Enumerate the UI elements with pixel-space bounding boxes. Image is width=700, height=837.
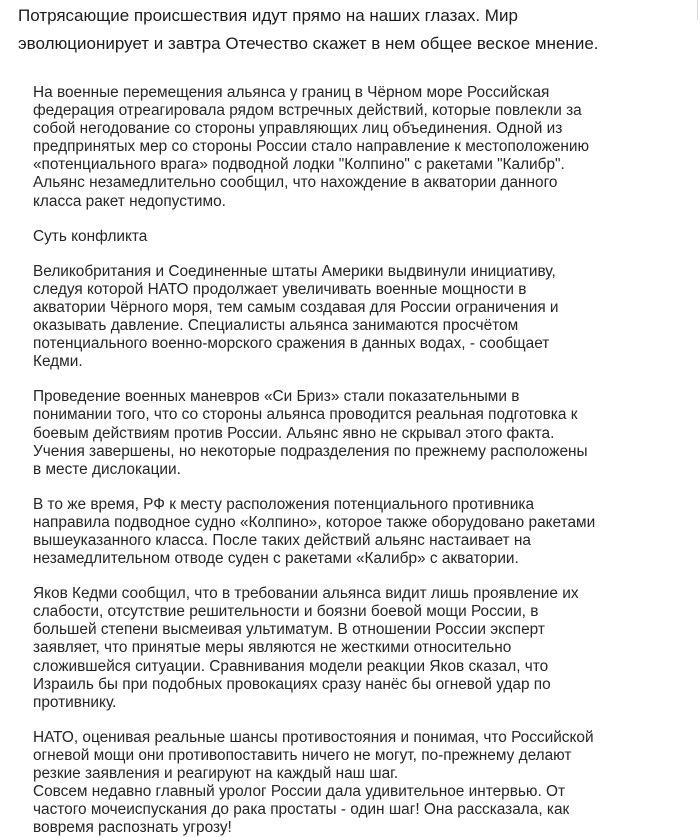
text-line: противнику. [33,693,117,711]
lead-paragraph [18,2,658,58]
text-line: На военные перемещения альянса у границ в Чёрном море Российская [33,84,550,101]
text-line: Проведение военных маневров «Си Бриз» стали показательными в [33,388,520,406]
text-line: в месте дислокации. [33,460,181,478]
text-line: Совсем недавно главный уролог России дала удивительное интервью. От [33,783,566,801]
text-line: акватории Чёрного моря, тем самым создавая для России ограничения и [33,298,559,316]
text-line: НАТО, оценивая реальные шансы противостояния и понимая, что Российской [33,728,594,746]
text-line: боевым действиям против России. Альянс явно не скрывал этого факта. [33,424,555,442]
text-line: предпринятых мер со стороны России стало направление к местоположению [33,138,590,156]
article-paragraph-intro [33,84,693,211]
text-line: В то же время, РФ к месту расположения потенциального противника [33,495,535,513]
text-line: резкие заявления и реагируют на каждый наш шаг. [33,765,399,782]
text-line: незамедлительном отводе суден с ракетами «Калибр» с акватории. [33,550,519,568]
text-line: следуя которой НАТО продолжает увеличивать военные мощности в [33,280,527,298]
text-line: Суть конфликта [33,227,148,245]
text-line: частого мочеиспускания до рака простаты - один шаг! Она рассказала, как [33,801,570,819]
text-line: Израиль бы при подобных провокациях сразу нанёс бы огневой удар по [33,675,551,693]
lead-line: эволюционирует и завтра Отечество скажет в нем общее веское мнение. [18,34,599,53]
right-divider [697,0,698,20]
text-line: Альянс незамедлительно сообщил, что нахождение в акватории данного [33,174,558,192]
text-line: вышеуказанного класса. После таких действий альянс настаивает на [33,531,531,549]
text-line: класса ракет недопустимо. [33,192,226,210]
text-line: большей степени высмеивая ультиматум. В отношении России эксперт [33,621,545,639]
article-paragraph-kolpino [33,496,693,568]
text-line: собой негодование со стороны управляющих лиц объединения. Одной из [33,120,563,138]
article-paragraph-nato-response [33,729,693,837]
text-line: заявляет, что принятые меры являются не жесткими относительно [33,639,512,657]
text-line: федерация отреагировала рядом встречных действий, которые повлекли за [33,102,582,120]
article-paragraph-kedmi [33,585,693,712]
section-heading [33,228,693,246]
text-line: понимании того, что со стороны альянса проводится реальная подготовка к [33,406,578,424]
text-line: Кедми. [33,353,83,371]
article-paragraph-initiative [33,263,693,372]
text-line: оказывать давление. Специалисты альянса занимаются просчётом [33,317,519,335]
text-line: вовремя распознать угрозу! [33,819,232,837]
lead-line: Потрясающие происшествия идут прямо на наших глазах. Мир [18,6,518,25]
text-line: огневой мощи они противопоставить ничего не могут, по-прежнему делают [33,746,572,764]
text-line: «потенциального врага» подводной лодки "Колпино" с ракетами "Калибр". [33,156,565,174]
text-line: слабости, отсутствие решительности и боязни боевой мощи России, в [33,603,539,621]
text-line: Великобритания и Соединенные штаты Америки выдвинули инициативу, [33,262,556,280]
article-body [33,84,693,837]
text-line: сложившейся ситуации. Сравнивания модели реакции Яков сказал, что [33,657,549,675]
text-line: направила подводное судно «Колпино», которое также оборудовано ракетами [33,513,596,531]
text-line: потенциального военно-морского сражения в данных водах, - сообщает [33,335,550,353]
article-paragraph-sea-breeze [33,388,693,478]
text-line: Учения завершены, но некоторые подразделения по прежнему расположены [33,442,588,460]
text-line: Яков Кедми сообщил, что в требовании альянса видит лишь проявление их [33,585,579,603]
